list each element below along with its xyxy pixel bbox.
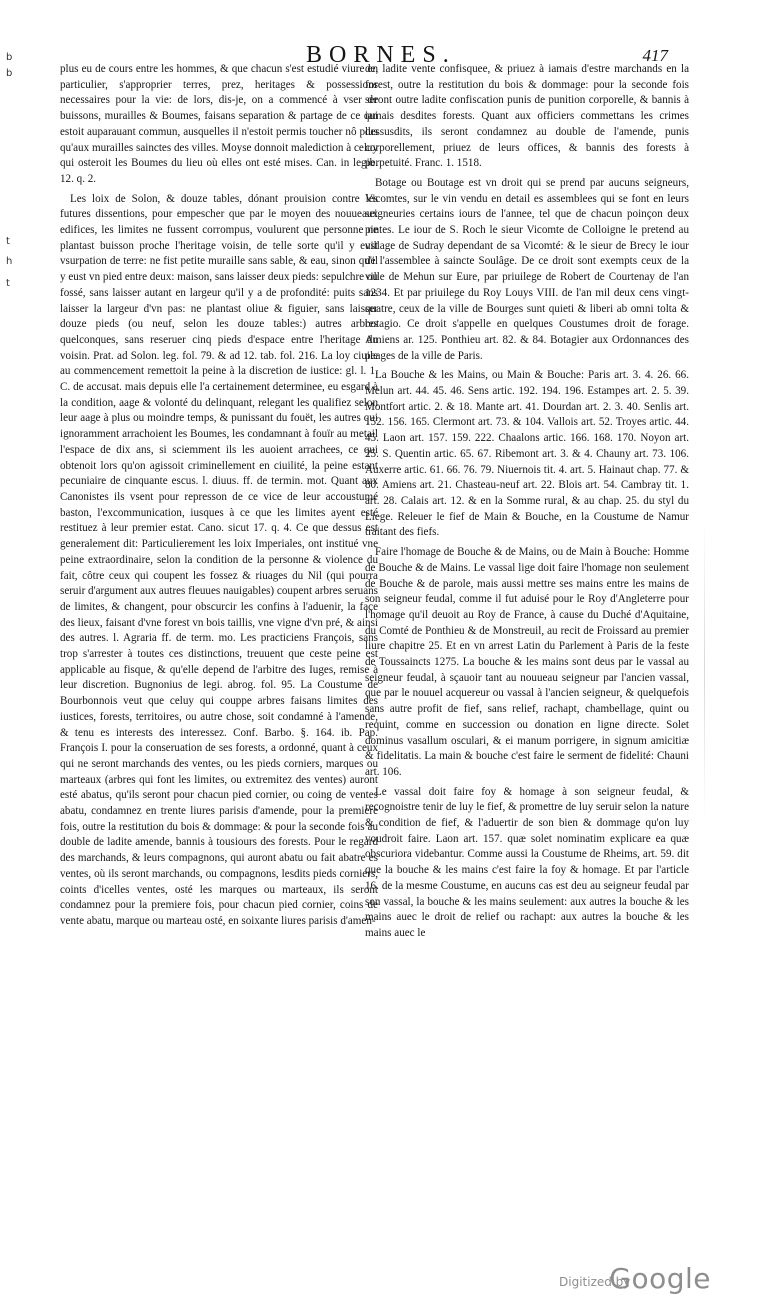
google-logo-text: Google	[609, 1262, 711, 1295]
page-edge-shadow	[704, 520, 705, 820]
page-number: 417	[642, 46, 668, 65]
left-column	[60, 62, 378, 934]
watermark-small-text: Digitized by	[559, 1275, 631, 1289]
margin-marks	[6, 52, 22, 352]
margin-mark: h	[6, 256, 13, 267]
margin-mark: t	[6, 236, 10, 247]
right-column	[365, 62, 689, 946]
margin-mark: b	[6, 68, 13, 79]
paragraph: Faire l'homage de Bouche & de Mains, ou de Main à Bouche: Homme de Bouche & de Mains. Le vassal lige doit faire l'homage non seulement de Bouche & de parole, mais aussi mettre ses mains entre les mains de son seigneur feudal, comme il fut aduisé pour le Roy d'Angleterre pour l'homage qu'il deuoit au Roy de France, à cause du Duché d'Aquitaine, du Comté de Ponthieu & de Monstreuil, au recit de Froissard au premier liure chapitre 25. Et en vn arrest Latin du Parlement à Paris de la feste de Toussaincts 1275. La bouche & les mains sont deus par le vassal au seigneur feudal, à sçauoir tant au nouueau seigneur par l'ancien vassal, que par le nouuel acquereur ou vassal à l'ancien seigneur, & quelquefois sans autre profit de fief, sans relief, rachapt, chambellage, quint ou requint, comme en succession ou donation en ligne directe. Solet dominus vasallum osculari, & ei manum porrigere, in signum amicitiæ & fidelitatis. La main & bouche c'est faire le serment de fidelité: Chauni art. 106.	[365, 546, 689, 778]
paragraph: de, ladite vente confisquee, & priuez à iamais d'estre marchands en la forest, outre la restitution du bois & dommage: pour la seconde fois seront outre ladite confiscation punis de punition corporelle, & bannis à iamais desdites forests. Quant aux officiers commettans les crimes dessusdits, ils seront condamnez au double de l'amende, punis corporellement, priuez de leurs offices, & bannis des forests à perpetuité. Franc. 1. 1518.	[365, 63, 689, 170]
paragraph: Les loix de Solon, & douze tables, dónant prouision contre les futures dissentions, pour empescher que par le moyen des nouueaux edifices, les limites ne fussent corrompus, voulurent que personne ne plantast buisson proche l'heritage voisin, de telle sorte qu'il y eust vsurpation de terre: ne fist petite muraille sans sable, & eau, sinon qu'il y eust vn pied entre deux: maison, sans laisser deux pieds: sepulchre ou fossé, sans laisser autant en largeur qu'il y a de profondité: puits sans laisser la largeur d'vn pas: ne plantast oliue & figuier, sans laisser douze pieds (ou neuf, selon les douze tables:) autres arbres quelconques, sans reseruer cinq pieds d'espace entre l'heritage du voisin. Prat. ad Solon. leg. fol. 79. & ad 12. tab. fol. 216. La loy ciuile au commencement remettoit la peine à la discretion de iustice: gl. l. 1. C. de accusat. mais depuis elle l'a certainement determinee, eu esgard à la condition, aage & volonté du delinquant, relegant les qualifiez selon leur aage à plus ou moindre temps, & punissant du fouët, les autres qui ignoramment arrachoient les Boumes, les condamnant à fouïr au metail l'espace de dix ans, si sciemment ils les auoient arrachees, ce qui obtenoit lors qu'on agissoit criminellement en ciuilité, la peine estant pecuniaire de cinquante escus. l. diuus. ff. de termin. mot. Quant aux Canonistes ils vsent pour represson de ce vice de leur accoustumé baston, l'excommunication, iusques à ce que les limites ayent esté restituez à leur premier estat. Cano. sicut 17. q. 4. Ce que dessus est generalement dit: Particulierement les loix Imperiales, ont institué vne peine extraordinaire, selon la condition de la personne & violence du fait, côtre ceux qui coupent les fossez & riuages du Nil (qui pourra seruir d'argument aux autres fleuues nauigables) coupent arbres seruans de limites, & changent, pour obscurcir les confins à l'aduenir, la face des lieux, faisant d'vne forest vn bois taillis, vne vigne d'vn pré, & ainsi des autres. l. Agraria ff. de term. mo. Les practiciens François, sans trop s'arrester à toutes ces distinctions, treuuent que ceste peine est applicable au fisque, & qu'elle depend de l'arbitre des Iuges, remise à leur discretion. Bugnonius de legi. abrog. fol. 95. La Coustume de Bourbonnois veut que celuy qui couppe arbres faisans limites des iustices, forests, territoires, ou autre chose, soit condamné à l'amende, & tenu es interests des interessez. Conf. Barbo. §. 164. ib. Pap. François I. pour la conseruation de ses forests, a ordonné, quant à ceux qui ne seront marchands des ventes, ou les pieds corniers, marques ou marteaux (arbres qui font les limites, ou extremitez des ventes) auront esté abatus, qu'ils seront pour chacun pied cornier, ou coing de ventes abatu, condamnez en trente liures parisis d'amende, pour la premiere fois, outre la restitution du bois & dommage: & pour la seconde fois au double de ladite amende, bannis à tousiours des forests. Pour le regard des marchands, & leurs compagnons, qui auront abatu ou fait abatre es ventes, où ils seront marchands, ou compagnons, lesdits pieds corniers, coints d'icelles ventes, osté les marques ou marteaux, ils seront condamnez pour la premiere fois, pour chacun pied cornier, coins de vente abatu, marque ou marteau osté, en soixante liures parisis d'amen-	[60, 192, 378, 927]
paragraph: plus eu de cours entre les hommes, & que chacun s'est estudié viure en particulier, s'approprier terres, prez, heritages & possessions necessaires pour la vie: de lors, dis-je, on a commencé à vser de buissons, murailles & Boumes, faisans separation & partage de ce qui estoit auparauant commun, ausquelles il n'estoit permis toucher nô plus qu'aux murailles sainctes des villes. Moyse donnoit malediction à celuy qui osteroit les Boumes du lieu où elles ont esté mises. Can. in legib. 12. q. 2.	[60, 63, 378, 185]
paragraph: La Bouche & les Mains, ou Main & Bouche: Paris art. 3. 4. 26. 66. Melun art. 44. 45. 46. Sens artic. 192. 194. 196. Estampes art. 2. 5. 39. Montfort artic. 2. & 18. Mante art. 41. Dourdan art. 2. 3. 40. Senlis art. 152. 156. 165. Clermont art. 73. & 104. Vallois art. 52. Troyes artic. 44. 45. Laon art. 157. 159. 222. Chaalons artic. 166. 168. 170. Noyon art. 25. S. Quentin artic. 65. 67. Ribemont art. 3. & 4. Chauny art. 73. 106. Auxerre artic. 61. 66. 76. 79. Niuernois tit. 4. art. 5. Hainaut chap. 77. & 80. Amiens art. 21. Chasteau-neuf art. 22. Blois art. 54. Cambray tit. 1. art. 28. Calais art. 12. & en la Somme rural, & au chap. 25. du styl du Liege. Releuer le fief de Main & Bouche, en la Coustume de Namur traitant des fiefs.	[365, 369, 689, 539]
margin-mark: t	[6, 278, 10, 289]
digitized-watermark	[511, 1261, 711, 1295]
margin-mark: b	[6, 52, 13, 63]
page-title: BORNES.	[306, 42, 456, 68]
paragraph: Le vassal doit faire foy & homage à son seigneur feudal, & recognoistre tenir de luy le fief, & promettre de luy seruir selon la nature & condition de fief, & l'aduertir de son bien & dommage qu'on luy voudroit faire. Laon art. 157. quæ solet nominatim explicare ea quæ obscuriora videbantur. Comme aussi la Coustume de Rheims, art. 59. dit que la bouche & les mains c'est faire la foy & homage. Et par l'article 16. de la mesme Coustume, en aucuns cas est deu au seigneur feudal par son vassal, la bouche & les mains seulement: aux autres la bouche & les mains auec le droit de relief ou rachapt: aux autres la bouche & les mains auec le	[365, 785, 689, 939]
paragraph: Botage ou Boutage est vn droit qui se prend par aucuns seigneurs, Vicomtes, sur le vin vendu en detail es assemblees qui se font en leurs seigneuries certains iours de l'annee, tel que de chacun poinçon deux pintes. Le iour de S. Roch le sieur Vicomte de Colloigne le pretend au village de Sudray dependant de sa Vicomté: & le sieur de Brecy le iour de l'assemblee à saincte Soulâge. De ce droit sont exempts ceux de la ville de Mehun sur Eure, par priuilege de Robert de Courtenay de l'an 1234. Et par priuilege du Roy Louys VIII. de l'an mil deux cens vingt-quatre, ceux de la ville de Bourges sunt quieti & liberi ab omni tolta & botagio. Ce droit s'appelle en quelques Coustumes droit de forage. Amiens ar. 125. Ponthieu art. 82. & 84. Botagier aux Ordonnances des peages de la ville de Paris.	[365, 176, 689, 362]
